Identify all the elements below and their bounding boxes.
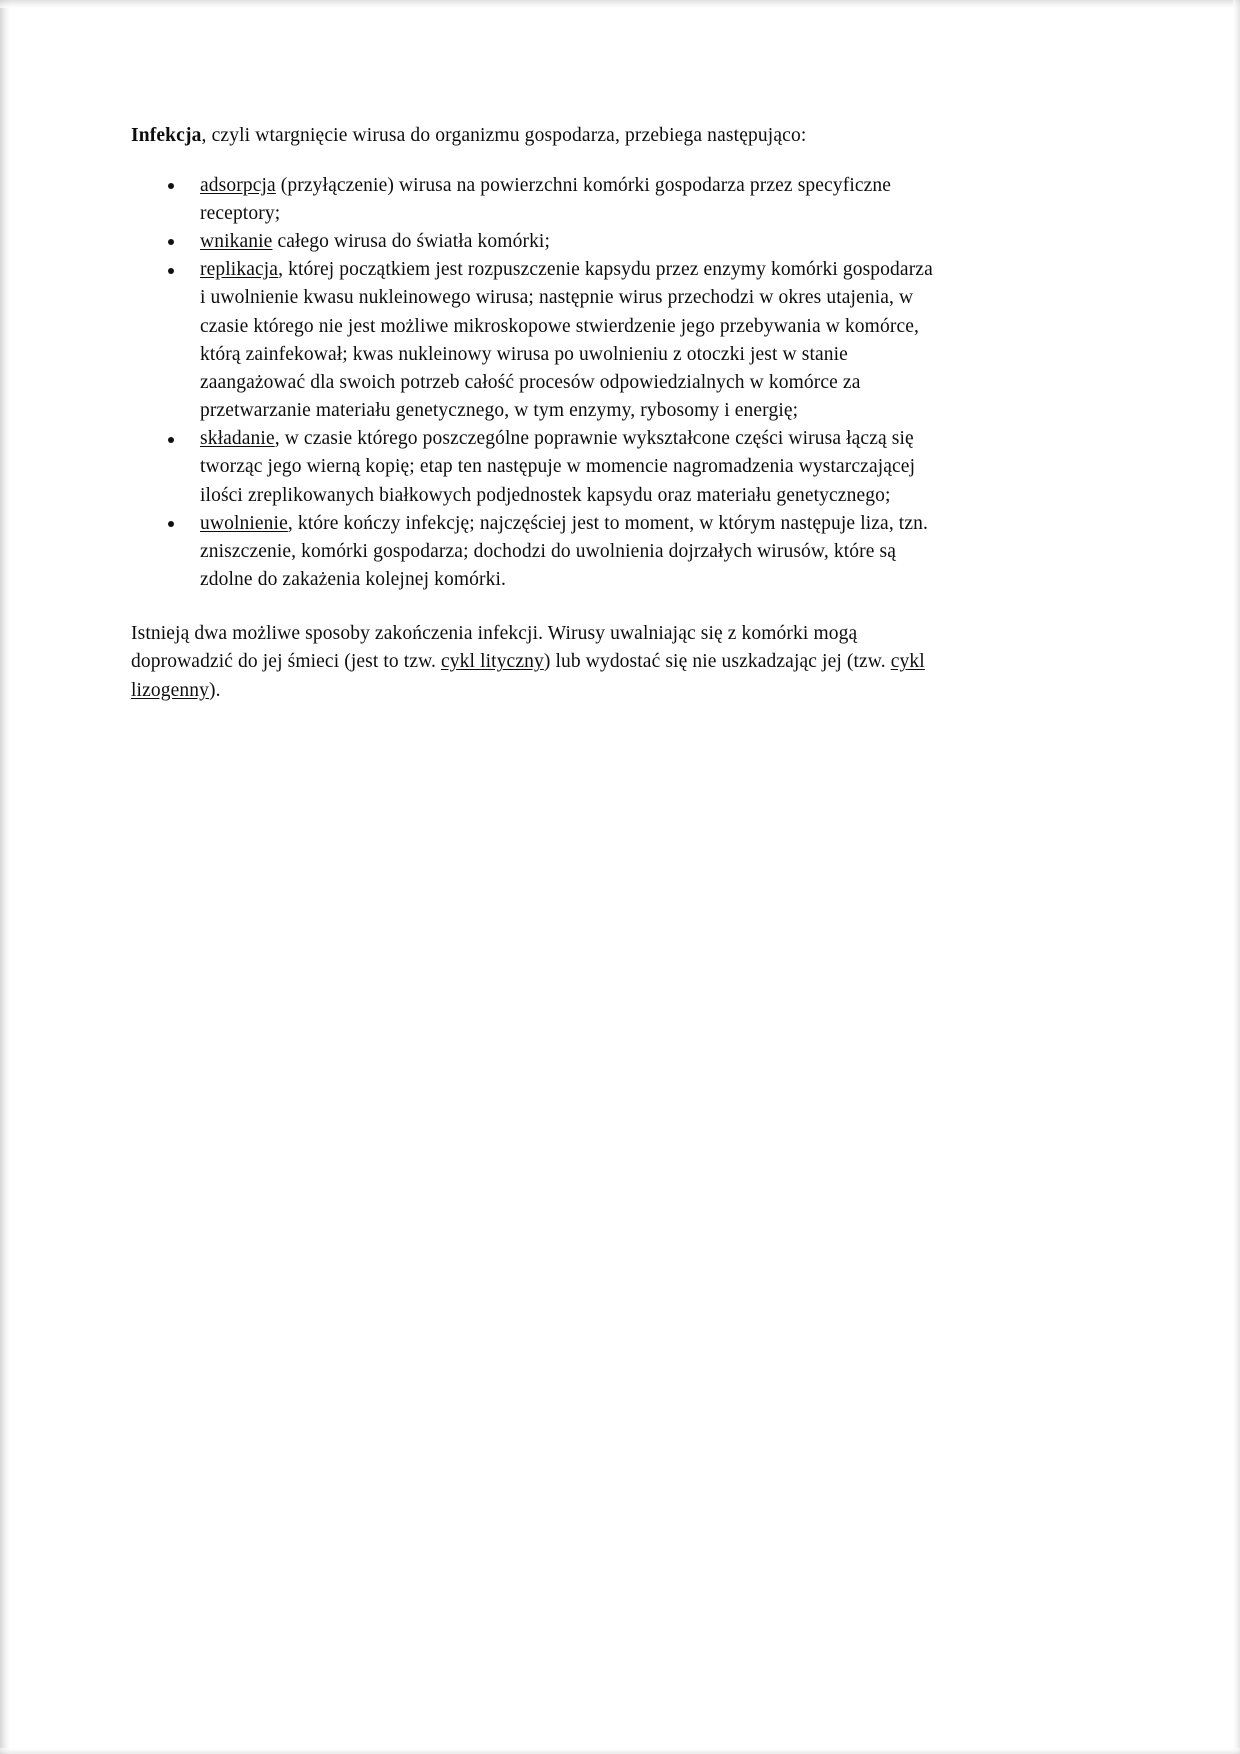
document-body [131, 122, 937, 705]
outro-text-part1: Istnieją dwa możliwe sposoby zakończenia infekcji. Wirusy uwalniając się z komórki mogą doprowadzić do jej śmieci (jest to tzw. [131, 623, 858, 673]
bullet-icon [168, 239, 174, 245]
list-item [131, 256, 937, 425]
scan-edge-bottom [0, 1748, 1240, 1754]
outro-text-part3: ). [208, 679, 221, 701]
intro-lead-term: Infekcja [131, 125, 202, 146]
step-text-uwolnienie: , które kończy infekcję; najczęściej jest to moment, w którym następuje liza, tzn. zniszczenie, komórki gospodarza; dochodzi do uwolnienia dojrzałych wirusów, które są zdolne do zakażenia kolejnej komórki. [200, 512, 928, 591]
step-text-replikacja: , której początkiem jest rozpuszczenie kapsydu przez enzymy komórki gospodarza i uwolnienie kwasu nukleinowego wirusa; następnie wirus przechodzi w okres utajenia, w czasie którego nie jest możliwe mikroskopowe stwierdzenie jego przebywania w komórce, którą zainfekował; kwas nukleinowy wirusa po uwolnieniu z otoczki jest w stanie zaangażować dla swoich potrzeb całość procesów odpowiedzialnych w komórce za przetwarzanie materiału genetycznego, w tym enzymy, rybosomy i energię; [200, 259, 933, 422]
outro-term-cykl-lizogenny: cykl lizogenny [131, 651, 925, 701]
scan-edge-right [1233, 0, 1240, 1754]
step-term-skladanie: składanie [200, 428, 275, 450]
scan-edge-left [0, 0, 10, 1754]
outro-text-part2: ) lub wydostać się nie uszkadzając jej (tzw. [543, 651, 891, 673]
bullet-icon [168, 268, 174, 274]
step-term-replikacja: replikacja [200, 259, 279, 281]
list-item [131, 228, 937, 256]
outro-paragraph [131, 620, 937, 705]
step-term-uwolnienie: uwolnienie [200, 512, 288, 534]
bullet-icon [168, 183, 174, 189]
step-text-wnikanie: całego wirusa do światła komórki; [272, 231, 551, 253]
scan-edge-top [0, 0, 1240, 8]
step-text-adsorpcja: (przyłączenie) wirusa na powierzchni komórki gospodarza przez specyficzne receptory; [200, 174, 892, 224]
intro-rest-text: , czyli wtargnięcie wirusa do organizmu gospodarza, przebiega następująco: [201, 125, 807, 146]
list-item [131, 172, 937, 228]
outro-term-cykl-lityczny: cykl lityczny [441, 651, 544, 673]
bullet-icon [168, 521, 174, 527]
step-term-adsorpcja: adsorpcja [200, 174, 276, 196]
intro-paragraph [131, 122, 937, 150]
list-item [131, 425, 937, 510]
list-item [131, 510, 937, 595]
step-text-skladanie: , w czasie którego poszczególne poprawnie wykształcone części wirusa łączą się tworząc jego wierną kopię; etap ten następuje w momencie nagromadzenia wystarczającej ilości zreplikowanych białkowych podjednostek kapsydu oraz materiału genetycznego; [200, 428, 916, 506]
bullet-icon [168, 437, 174, 443]
step-term-wnikanie: wnikanie [200, 231, 273, 253]
infection-steps-list [131, 172, 937, 595]
